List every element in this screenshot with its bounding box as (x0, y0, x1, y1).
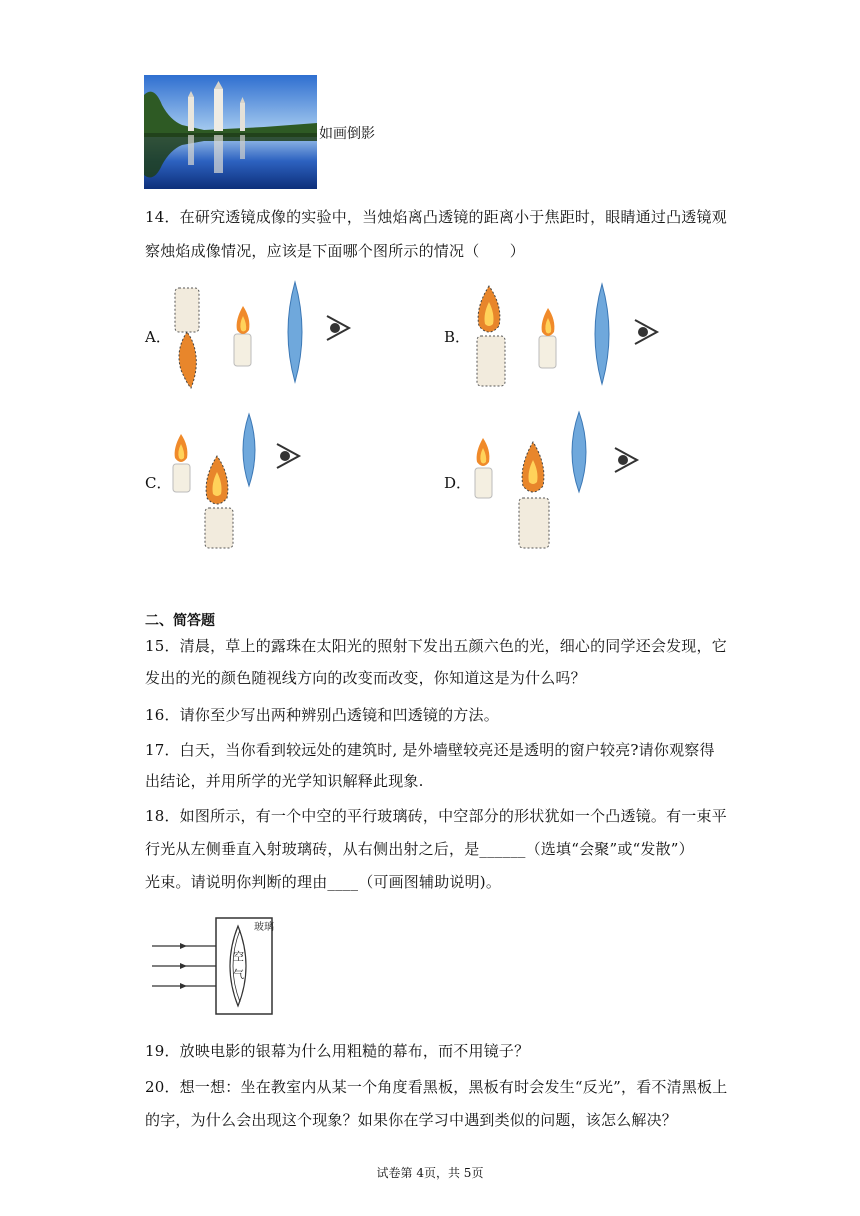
air-label-2: 气 (233, 968, 244, 981)
ray-arrow-icon (180, 943, 187, 949)
option-d-label: D． (444, 474, 472, 492)
section-title: 二、简答题 (145, 613, 215, 629)
pagoda-reflection-photo (144, 75, 317, 189)
question-16-line-1: 16．请你至少写出两种辨别凸透镜和凹透镜的方法。 (145, 706, 499, 724)
option-d-diagram (465, 410, 665, 550)
option-a-label: A． (145, 328, 171, 346)
question-15-line-2: 发出的光的颜色随视线方向的改变而改变，你知道这是为什么吗？ (145, 669, 586, 687)
air-label-1: 空 (233, 950, 244, 963)
question-15-line-1: 15．清晨，草上的露珠在太阳光的照射下发出五颜六色的光，细心的同学还会发现，它 (145, 637, 727, 655)
question-18-line-2: 行光从左侧垂直入射玻璃砖，从右侧出射之后，是______（选填“会聚”或“发散”） (145, 840, 694, 858)
question-20-line-2: 的字，为什么会出现这个现象？如果你在学习中遇到类似的问题，该怎么解决？ (145, 1111, 678, 1129)
glass-label: 玻璃 (254, 922, 274, 933)
question-18-line-1: 18．如图所示，有一个中空的平行玻璃砖，中空部分的形状犹如一个凸透镜。有一束平 (145, 807, 727, 825)
question-14-line-1: 14．在研究透镜成像的实验中，当烛焰离凸透镜的距离小于焦距时，眼睛通过凸透镜观 (145, 208, 727, 226)
ray-arrow-icon (180, 963, 187, 969)
question-18-line-3: 光束。请说明你判断的理由____（可画图辅助说明)。 (145, 873, 502, 891)
question-17-line-2: 出结论，并用所学的光学知识解释此现象. (145, 772, 424, 790)
option-c-diagram (165, 410, 365, 550)
option-a-diagram (165, 280, 365, 390)
question-17-line-1: 17．白天，当你看到较远处的建筑时, 是外墙壁较亮还是透明的窗户较亮?请你观察得 (145, 741, 715, 759)
option-b-label: B． (444, 328, 471, 346)
photo-caption: 如画倒影 (319, 126, 375, 142)
question-14-line-2: 察烛焰成像情况，应该是下面哪个图所示的情况（ ） (145, 242, 526, 260)
option-c-label: C． (145, 474, 172, 492)
question-19-line-1: 19．放映电影的银幕为什么用粗糙的幕布，而不用镜子？ (145, 1042, 530, 1060)
glass-brick-diagram (150, 912, 280, 1020)
ray-arrow-icon (180, 983, 187, 989)
page-footer: 试卷第 4页，共 5页 (376, 1166, 484, 1180)
option-b-diagram (465, 280, 665, 390)
question-20-line-1: 20．想一想：坐在教室内从某一个角度看黑板，黑板有时会发生“反光”，看不清黑板上 (145, 1078, 728, 1096)
